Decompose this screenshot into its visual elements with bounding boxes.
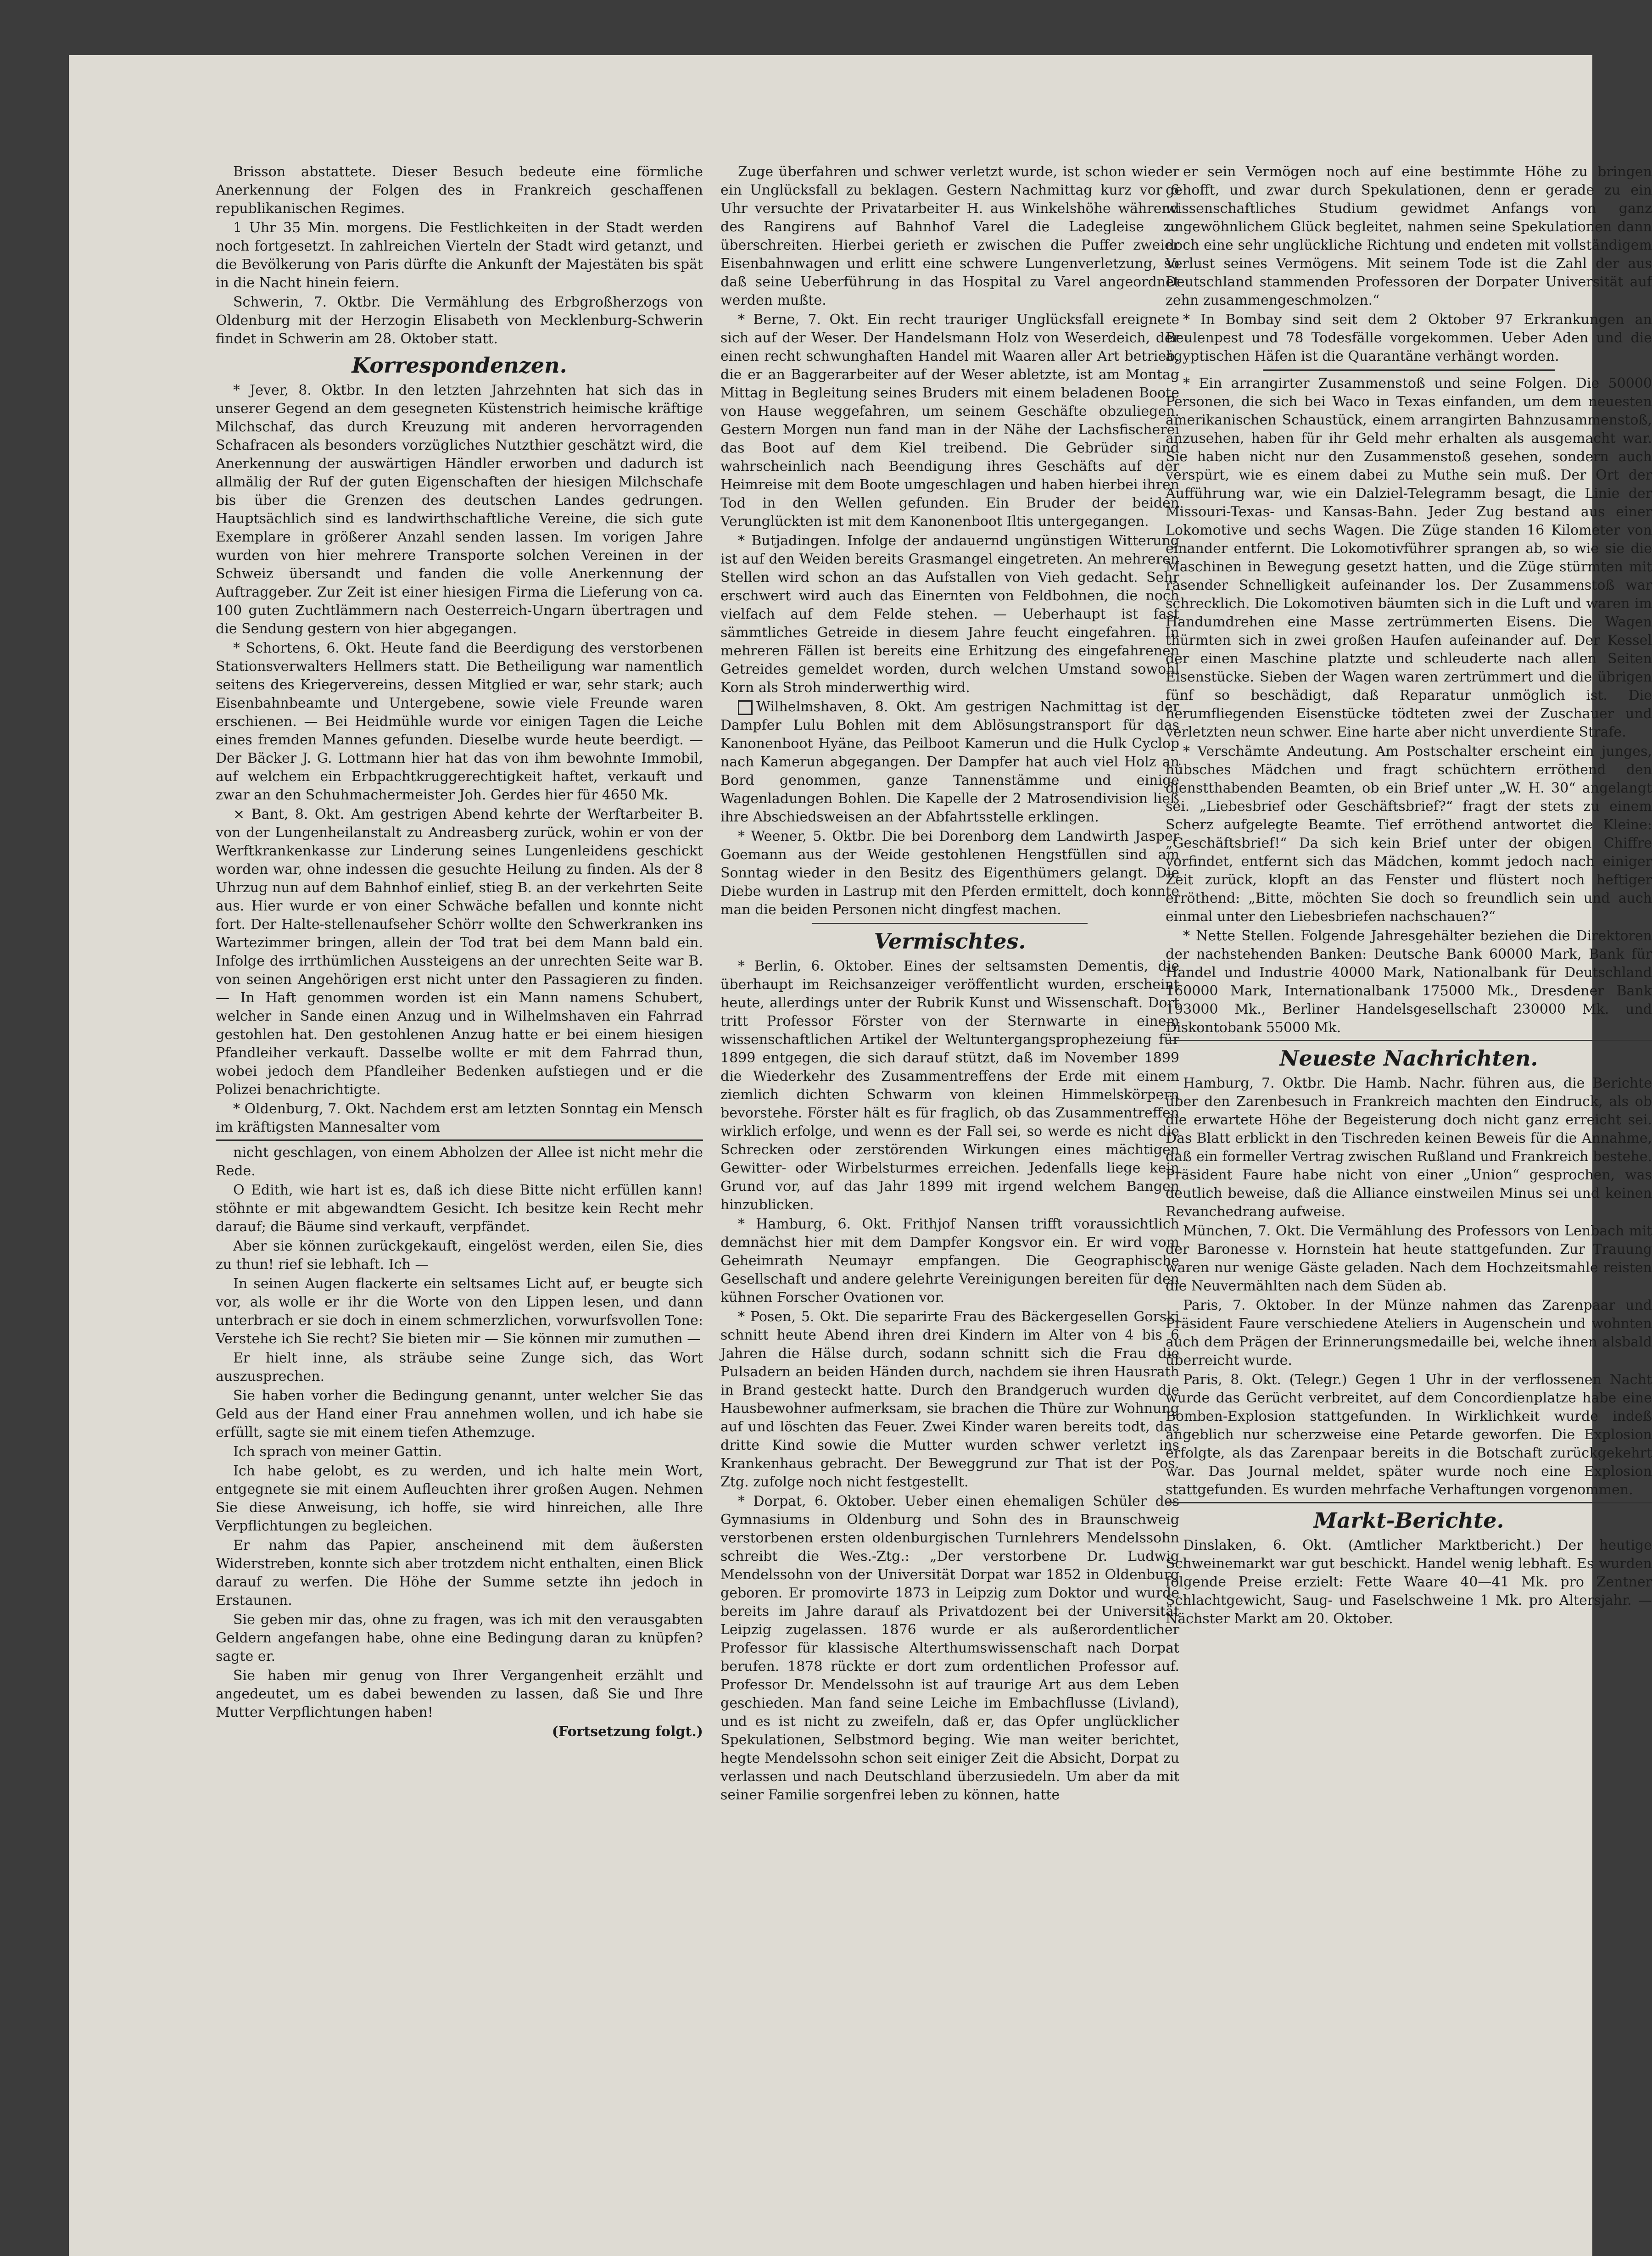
section-heading: Korrespondenzen. — [352, 353, 567, 378]
column-rule — [1263, 369, 1555, 371]
article-paragraph: Sie haben mir genug von Ihrer Vergangenheit erzählt und angedeutet, um es dabei bewenden zu lassen, daß Sie und Ihre Mutter Verpflichtungen haben! — [216, 1668, 703, 1720]
article-paragraph: * Butjadingen. Infolge der andauernd ungünstigen Witterung ist auf den Weiden bereits Grasmangel eingetreten. An mehreren Stellen wird schon an das Aufstallen von Vieh gedacht. Sehr erschwert wird auch das Einernten von Feldbohnen, die noch vielfach auf dem Felde stehen. — Ueberhaupt ist fast sämmtliches Getreide in diesem Jahre feucht eingefahren. In mehreren Fällen ist bereits eine Erhitzung des eingefahrenen Getreides gemeldet worden, durch welchen Umstand sowohl Korn als Stroh minderwerthig wird. — [720, 533, 1179, 696]
column-rule — [1166, 1040, 1652, 1041]
article-paragraph: Brisson abstattete. Dieser Besuch bedeute eine förmliche Anerkennung der Folgen des in Frankreich geschaffenen republikanischen Regimes. — [216, 164, 703, 217]
article-paragraph: Er hielt inne, als sträube seine Zunge sich, das Wort auszusprechen. — [216, 1350, 703, 1385]
column-2 — [720, 163, 1179, 1805]
article-paragraph: * In Bombay sind seit dem 2 Oktober 97 Erkrankungen an Beulenpest und 78 Todesfälle vorgekommen. Ueber Aden und die ägyptischen Häfen ist die Quarantäne verhängt worden. — [1166, 312, 1652, 364]
article-paragraph: München, 7. Okt. Die Vermählung des Professors von Lenbach mit der Baronesse v. Hornstein hat heute stattgefunden. Zur Trauung waren nur wenige Gäste geladen. Nach dem Hochzeitsmahle reisten die Neuvermählten nach dem Süden ab. — [1166, 1223, 1652, 1294]
column-rule — [812, 923, 1088, 924]
column-rule — [216, 1139, 703, 1141]
article-paragraph: × Bant, 8. Okt. Am gestrigen Abend kehrte der Werftarbeiter B. von der Lungenheilanstalt zu Andreasberg zurück, wohin er von der Werftkrankenkasse zur Linderung seines Lungenleidens geschickt worden war, ohne indessen die gesuchte Heilung zu finden. Als der 8 Uhrzug nun auf dem Bahnhof einlief, stieg B. an der verkehrten Seite aus. Hier wurde er von einer Schwäche befallen und konnte nicht fort. Der Halte-stellenaufseher Schörr wollte den Schwerkranken ins Wartezimmer bringen, allein der Tod trat bei dem Mann bald ein. Infolge des irrthümlichen Aussteigens an der unrechten Seite war B. von seinen Angehörigen erst nicht unter den Passagieren zu finden. — In Haft genommen worden ist ein Mann namens Schubert, welcher in Sande einen Anzug und in Wilhelmshaven ein Fahrrad gestohlen hat. Den gestohlenen Anzug hatte er bei einem hiesigen Pfandleiher verkauft. Dasselbe wollte er mit dem Fahrrad thun, wobei jedoch dem Pfandleiher Bedenken aufstiegen und er die Polizei benachrichtigte. — [216, 806, 703, 1098]
article-paragraph: Er nahm das Papier, anscheinend mit dem äußersten Widerstreben, konnte sich aber trotzdem nicht enthalten, einen Blick darauf zu werfen. Die Höhe der Summe setzte ihn jedoch in Erstaunen. — [216, 1537, 703, 1608]
article-paragraph: * Weener, 5. Oktbr. Die bei Dorenborg dem Landwirth Jasper Goemann aus der Weide gestohlenen Hengstfüllen sind am Sonntag wieder in den Besitz des Eigenthümers gelangt. Die Diebe wurden in Lastrup mit den Pferden ermittelt, doch konnte man die beiden Personen nicht dingfest machen. — [720, 828, 1179, 918]
article-paragraph: Paris, 7. Oktober. In der Münze nahmen das Zarenpaar und Präsident Faure verschiedene Ateliers in Augenschein und wohnten auch dem Prägen der Erinnerungsmedaille bei, welche ihnen alsbald überreicht wurde. — [1166, 1297, 1652, 1368]
article-paragraph: * Nette Stellen. Folgende Jahresgehälter beziehen die Direktoren der nachstehenden Banken: Deutsche Bank 60000 Mark, Bank für Handel und Industrie 40000 Mark, Nationalbank für Deutschland 160000 Mark, Internationalbank 175000 Mk., Dresdener Bank 193000 Mk., Berliner Handelsgesellschaft 230000 Mk. und Diskontobank 55000 Mk. — [1166, 928, 1652, 1036]
article-paragraph: Ich habe gelobt, es zu werden, und ich halte mein Wort, entgegnete sie mit einem Aufleuchten ihrer großen Augen. Nehmen Sie diese Anweisung, ich hoffe, sie wird hinreichen, alle Ihre Verpflichtungen zu begleichen. — [216, 1463, 703, 1534]
article-paragraph: Ich sprach von meiner Gattin. — [233, 1444, 442, 1460]
newspaper-page — [69, 55, 1652, 2256]
article-paragraph — [720, 698, 1179, 826]
section-heading: Neueste Nachrichten. — [1279, 1046, 1538, 1071]
article-paragraph: * Verschämte Andeutung. Am Postschalter erscheint ein junges, hübsches Mädchen und fragt schüchtern erröthend den dienstthabenden Beamten, ob ein Brief unter „W. H. 30“ angelangt sei. „Liebesbrief oder Geschäftsbrief?“ fragt der stets zu einem Scherz aufgelegte Beamte. Tief erröthend antwortet die Kleine: „Geschäftsbrief!“ Da sich kein Brief unter der obigen Chiffre vorfindet, entfernt sich das Mädchen, kommt jedoch nach einiger Zeit zurück, klopft an das Fenster und flüstert noch heftiger erröthend: „Bitte, möchten Sie doch so freundlich sein und auch einmal unter den Liebesbriefen nachschauen?“ — [1166, 743, 1652, 925]
article-paragraph: Aber sie können zurückgekauft, eingelöst werden, eilen Sie, dies zu thun! rief sie lebhaft. Ich — — [216, 1238, 703, 1273]
article-paragraph: Paris, 8. Okt. (Telegr.) Gegen 1 Uhr in der verflossenen Nacht wurde das Gerücht verbreitet, auf dem Concordienplatze habe eine Bomben-Explosion stattgefunden. In Wirklichkeit wurde indeß angeblich nur scherzweise eine Petarde geworfen. Die Explosion erfolgte, als das Zarenpaar bereits in die Botschaft zurückgekehrt war. Das Journal meldet, später wurde noch eine Explosion stattgefunden. Es wurden mehrfache Verhaftungen vorgenommen. — [1166, 1372, 1652, 1498]
continuation-note: (Fortsetzung folgt.) — [552, 1724, 703, 1740]
article-paragraph: O Edith, wie hart ist es, daß ich diese Bitte nicht erfüllen kann! stöhnte er mit abgewandtem Gesicht. Ich besitze kein Recht mehr darauf; die Bäume sind verkauft, verpfändet. — [216, 1182, 703, 1235]
square-marker-icon — [738, 700, 753, 715]
article-paragraph: * Berne, 7. Okt. Ein recht trauriger Unglücksfall ereignete sich auf der Weser. Der Handelsmann Holz von Weserdeich, der einen recht schwunghaften Handel mit Waaren aller Art betrieb, die er an Baggerarbeiter auf der Weser abletzte, ist am Montag Mittag in Begleitung seines Bruders mit einem beladenen Boote von Hause weggefahren, um seinem Geschäfte obzuliegen. Gestern Morgen nun fand man in der Nähe der Lachsfischerei das Boot auf dem Kiel treibend. Die Gebrüder sind wahrscheinlich nach Beendigung ihres Geschäfts auf der Heimreise mit dem Boote umgeschlagen und haben hierbei ihren Tod in den Wellen gefunden. Ein Bruder der beiden Verunglückten ist mit dem Kanonenboot Iltis untergegangen. — [720, 312, 1179, 530]
article-paragraph: * Berlin, 6. Oktober. Eines der seltsamsten Dementis, die überhaupt im Reichsanzeiger veröffentlicht wurden, erscheint heute, allerdings unter der Rubrik Kunst und Wissenschaft. Dort tritt Professor Förster von der Sternwarte in einem wissenschaftlichen Artikel der Weltuntergangsprophezeiung für 1899 entgegen, die sich darauf stützt, daß im November 1899 die Wiederkehr des Zusammentreffens der Erde mit einem ziemlich dichten Schwarm von kleinen Himmelskörpern bevorstehe. Förster hält es für fraglich, ob das Zusammentreffen wirklich erfolge, und wenn es der Fall sei, so werde es nicht die Schrecken oder zerstörenden Wirkungen eines mächtigen Gewitter- oder Wirbelsturmes erreichen. Jedenfalls liege kein Grund vor, auf das Jahr 1899 mit irgend welchem Bangen hinzublicken. — [720, 958, 1179, 1213]
article-paragraph: Schwerin, 7. Oktbr. Die Vermählung des Erbgroßherzogs von Oldenburg mit der Herzogin Elisabeth von Mecklenburg-Schwerin findet in Schwerin am 28. Oktober statt. — [216, 294, 703, 347]
article-paragraph: * Dorpat, 6. Oktober. Ueber einen ehemaligen Schüler des Gymnasiums in Oldenburg und Sohn des in Braunschweig verstorbenen ersten oldenburgischen Turnlehrers Mendelssohn schreibt die Wes.-Ztg.: „Der verstorbene Dr. Ludwig Mendelssohn von der Universität Dorpat war 1852 in Oldenburg geboren. Er promovirte 1873 in Leipzig zum Doktor und wurde bereits im Jahre darauf als Privatdozent bei der Universität Leipzig zugelassen. 1876 wurde er als außerordentlicher Professor für klassische Alterthumswissenschaft nach Dorpat berufen. 1878 rückte er dort zum ordentlichen Professor auf. Professor Dr. Mendelssohn ist auf traurige Art aus dem Leben geschieden. Man fand seine Leiche im Embachflusse (Livland), und es ist nicht zu zweifeln, daß er, das Opfer unglücklicher Spekulationen, Selbstmord beging. Wie man weiter berichtet, hegte Mendelssohn schon seit einiger Zeit die Absicht, Dorpat zu verlassen und nach Deutschland überzusiedeln. Um aber da mit seiner Familie sorgenfrei leben zu können, hatte — [720, 1493, 1179, 1803]
article-paragraph: * Oldenburg, 7. Okt. Nachdem erst am letzten Sonntag ein Mensch im kräftigsten Mannesalter vom — [216, 1101, 703, 1135]
article-paragraph: * Jever, 8. Oktbr. In den letzten Jahrzehnten hat sich das in unserer Gegend an dem gesegneten Küstenstrich heimische kräftige Milchschaf, das durch Kreuzung mit anderen hervorragenden Schafracen als besonders vorzügliches Nutzthier geschätzt wird, die Anerkennung der auswärtigen Händler erworben und dadurch ist allmälig der Ruf der guten Eigenschaften der hiesigen Milchschafe bis über die Grenzen des deutschen Landes gedrungen. Hauptsächlich sind es landwirthschaftliche Vereine, die sich gute Exemplare in größerer Anzahl senden lassen. Im vorigen Jahre wurden von hier mehrere Transporte solchen Vereinen in der Schweiz übersandt und fanden die volle Anerkennung der Auftraggeber. Zur Zeit ist einer hiesigen Firma die Lieferung von ca. 100 guten Zuchtlämmern nach Oesterreich-Ungarn übertragen und die Sendung gestern von hier abgegangen. — [216, 382, 703, 637]
article-paragraph: * Hamburg, 6. Okt. Frithjof Nansen trifft voraussichtlich demnächst hier mit dem Dampfer Kongsvor ein. Er wird vom Geheimrath Neumayr empfangen. Die Geographische Gesellschaft und andere gelehrte Vereinigungen bereiten für den kühnen Forscher Ovationen vor. — [720, 1216, 1179, 1306]
article-paragraph: * Schortens, 6. Okt. Heute fand die Beerdigung des verstorbenen Stationsverwalters Hellmers statt. Die Betheiligung war namentlich seitens des Kriegervereins, dessen Mitglied er war, sehr stark; auch Eisenbahnbeamte und Untergebene, sowie viele Freunde waren erschienen. — Bei Heidmühle wurde vor einigen Tagen die Leiche eines fremden Mannes gefunden. Dieselbe wurde heute beerdigt. — Der Bäcker J. G. Lottmann hier hat das von ihm bewohnte Immobil, auf welchem ein Erbpachtkruggerechtigkeit haftet, verkauft und zwar an den Schuhmachermeister Joh. Gerdes hier für 4650 Mk. — [216, 640, 703, 803]
article-paragraph: Zuge überfahren und schwer verletzt wurde, ist schon wieder ein Unglücksfall zu beklagen. Gestern Nachmittag kurz vor 6 Uhr versuchte der Privatarbeiter H. aus Winkelshöhe während des Rangirens auf Bahnhof Varel die Ladegleise zu überschreiten. Hierbei gerieth er zwischen die Puffer zweier Eisenbahnwagen und erlitt eine schwere Lungenverletzung, so daß seine Ueberführung in das Hospital zu Varel angeordnet werden mußte. — [720, 164, 1179, 308]
article-paragraph: 1 Uhr 35 Min. morgens. Die Festlichkeiten in der Stadt werden noch fortgesetzt. In zahlreichen Vierteln der Stadt wird getanzt, und die Bevölkerung von Paris dürfte die Ankunft der Majestäten bis spät in die Nacht hinein feiern. — [216, 220, 703, 291]
section-heading: Markt-Berichte. — [1313, 1508, 1504, 1533]
article-paragraph: er sein Vermögen noch auf eine bestimmte Höhe zu bringen gehofft, und zwar durch Spekulationen, denn er gerade zu ein wissenschaftliches Studium gewidmet Anfangs von ganz ungewöhnlichem Glück begleitet, nahmen seine Spekulationen dann doch eine sehr unglückliche Richtung und endeten mit vollständigem Verlust seines Vermögens. Mit seinem Tode ist die Zahl der aus Deutschland stammenden Professoren der Dorpater Universität auf zehn zusammengeschmolzen.“ — [1166, 164, 1652, 308]
article-paragraph: Sie haben vorher die Bedingung genannt, unter welcher Sie das Geld aus der Hand einer Frau annehmen wollen, und ich habe sie erfüllt, sagte sie mit einem tiefen Athemzuge. — [216, 1388, 703, 1441]
column-1 — [216, 163, 703, 1741]
article-paragraph: Hamburg, 7. Oktbr. Die Hamb. Nachr. führen aus, die Berichte über den Zarenbesuch in Frankreich machten den Eindruck, als ob die erwartete Höhe der Begeisterung doch nicht ganz erreicht sei. Das Blatt erblickt in den Tischreden keinen Beweis für die Annahme, daß ein formeller Vertrag zwischen Rußland und Frankreich bestehe. Präsident Faure habe nicht von einer „Union“ gesprochen, was deutlich beweise, daß die Alliance einstweilen Minus sei und keinen Revanchedrang aufweise. — [1166, 1075, 1652, 1220]
article-paragraph: * Ein arrangirter Zusammenstoß und seine Folgen. Die 50000 Personen, die sich bei Waco in Texas einfanden, um dem neuesten amerikanischen Schaustück, einem arrangirten Bahnzusammenstoß, anzusehen, haben für ihr Geld mehr erhalten als ausgemacht war. Sie haben nicht nur den Zusammenstoß gesehen, sondern auch verspürt, wie es einem dabei zu Muthe sein muß. Der Ort der Aufführung war, wie ein Dalziel-Telegramm besagt, die Linie der Missouri-Texas- und Kansas-Bahn. Jeder Zug bestand aus einer Lokomotive und sechs Wagen. Die Züge standen 16 Kilometer von einander entfernt. Die Lokomotivführer sprangen ab, so wie sie die Maschinen in Bewegung gesetzt hatten, und die Züge stürmten mit rasender Schnelligkeit aufeinander los. Der Zusammenstoß war schrecklich. Die Lokomotiven bäumten sich in die Luft und waren im Handumdrehen eine Masse zertrümmerten Eisens. Die Wagen thürmten sich in zwei großen Haufen aufeinander auf. Der Kessel der einen Maschine platzte und schleuderte nach allen Seiten Eisenstücke. Sieben der Wagen waren zertrümmert und die übrigen fünf so beschädigt, daß Reparatur unmöglich ist. Die herumfliegenden Eisenstücke tödteten zwei der Zuschauer und verletzten neun schwer. Eine harte aber nicht unverdiente Strafe. — [1166, 375, 1652, 740]
article-paragraph: Dinslaken, 6. Okt. (Amtlicher Marktbericht.) Der heutige Schweinemarkt war gut beschickt. Handel wenig lebhaft. Es wurden folgende Preise erzielt: Fette Waare 40—41 Mk. pro Zentner Schlachtgewicht, Saug- und Faselschweine 1 Mk. pro Altersjahr. — Nächster Markt am 20. Oktober. — [1166, 1537, 1652, 1627]
article-paragraph: In seinen Augen flackerte ein seltsames Licht auf, er beugte sich vor, als wolle er ihr die Worte von den Lippen lesen, und dann unterbrach er sie doch in einem schmerzlichen, vorwurfsvollen Tone: Verstehe ich Sie recht? Sie bieten mir — Sie können mir zumuthen — — [216, 1276, 703, 1347]
article-paragraph: Sie geben mir das, ohne zu fragen, was ich mit den verausgabten Geldern angefangen habe, ohne eine Bedingung daran zu knüpfen? sagte er. — [216, 1612, 703, 1664]
article-text: Wilhelmshaven, 8. Okt. Am gestrigen Nachmittag ist der Dampfer Lulu Bohlen mit dem Ablösungstransport für das Kanonenboot Hyäne, das Peilboot Kamerun und die Hulk Cyclop nach Kamerun abgegangen. Der Dampfer hat auch viel Holz an Bord genommen, ganze Tannenstämme und einige Wagenladungen Bohlen. Die Kapelle der 2 Matrosendivision ließ ihre Abschiedsweisen an der Abfahrtsstelle erklingen. — [720, 699, 1179, 825]
column-rule — [1166, 1502, 1652, 1503]
section-heading: Vermischtes. — [874, 929, 1026, 954]
article-paragraph: nicht geschlagen, von einem Abholzen der Allee ist nicht mehr die Rede. — [216, 1145, 703, 1179]
column-3 — [1166, 163, 1652, 1629]
article-paragraph: * Posen, 5. Okt. Die separirte Frau des Bäckergesellen Gorski schnitt heute Abend ihren drei Kindern im Alter von 4 bis 6 Jahren die Hälse durch, sodann schnitt sich die Frau die Pulsadern an beiden Händen durch, nachdem sie ihren Hausrath in Brand gesteckt hatte. Durch den Brandgeruch wurden die Hausbewohner aufmerksam, sie brachen die Thüre zur Wohnung auf und löschten das Feuer. Zwei Kinder waren bereits todt, das dritte Kind sowie die Mutter wurden schwer verletzt ins Krankenhaus gebracht. Der Beweggrund zur That ist der Pos. Ztg. zufolge noch nicht festgestellt. — [720, 1309, 1179, 1490]
